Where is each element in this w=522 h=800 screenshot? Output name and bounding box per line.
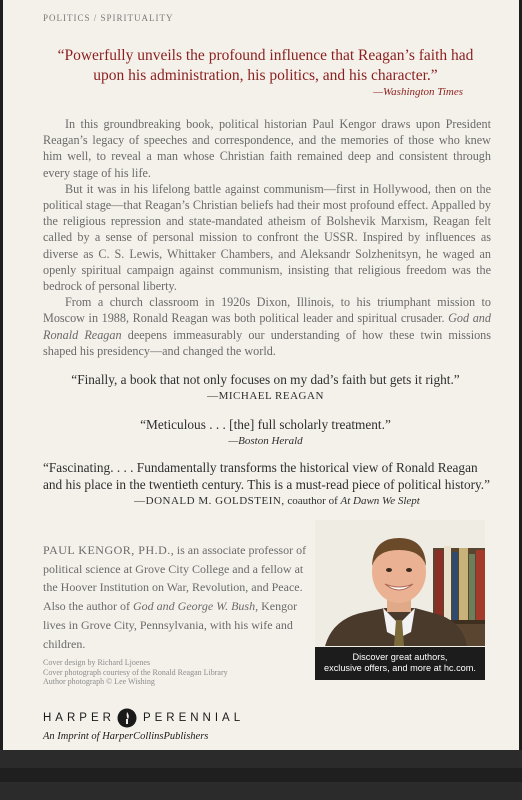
paragraph-3-start: From a church classroom in 1920s Dixon, Illinois, to his triumphant mission to Moscow in 1988, Ronald Reagan was both political leader and spiritual crusader. bbox=[43, 295, 491, 326]
blurb-attribution: —MICHAEL REAGAN bbox=[207, 390, 324, 402]
credits bbox=[43, 658, 283, 687]
blurb-attribution: —Boston Herald bbox=[228, 435, 303, 447]
blurb-attribution: —DONALD M. GOLDSTEIN, coauthor of At Dawn We Slept bbox=[134, 495, 420, 507]
blurb-text: “Fascinating. . . . Fundamentally transforms the historical view of Ronald Reagan and his place in the twentieth century. This is a must-read piece of political history.” bbox=[43, 460, 491, 492]
category-label: POLITICS / SPIRITUALITY bbox=[43, 13, 174, 23]
publisher-logo bbox=[43, 706, 244, 730]
blurb-boston-herald bbox=[43, 416, 488, 447]
other-book-title: God and George W. Bush bbox=[132, 599, 256, 614]
blurb-text: “Finally, a book that not only focuses on my dad’s faith but gets it right.” bbox=[71, 372, 460, 387]
blurb-text: “Meticulous . . . [the] full scholarly treatment.” bbox=[140, 417, 391, 432]
blurb-michael-reagan bbox=[43, 371, 488, 402]
description-paragraph-3 bbox=[43, 294, 491, 359]
author-bio: PAUL KENGOR, PH.D., is an associate professor of political science at Grove City College and a fellow at the Hoover Institution on War, Revolution, and Peace. Also the author of God and George W. Bush, Kengor lives in Grove City, Pennsylvania, with his wife and children. bbox=[43, 543, 307, 651]
bottom-edge bbox=[0, 750, 522, 800]
description-paragraph-2: But it was in his lifelong battle against communism—first in Hollywood, then on the political stage—that Reagan’s Christian beliefs had their most profound effect. Appalled by the religious repression and state-mandated atheism of Bolshevik Marxism, Reagan felt called by a sense of personal mission to confront the USSR. Inspired by influences as diverse as C. S. Lewis, Whittaker Chambers, and Aleksandr Solzhenitsyn, he waged an openly spiritual campaign against communism, insisting that religious freedom was the bedrock of personal liberty. bbox=[43, 181, 491, 294]
credit-cover-design: Cover design by Richard Ljoenes bbox=[43, 658, 151, 667]
credit-author-photo: Author photograph © Lee Wishing bbox=[43, 677, 155, 686]
main-quote-attribution: —Washington Times bbox=[373, 86, 463, 98]
author-photo bbox=[315, 520, 485, 646]
description-paragraph-1: In this groundbreaking book, political historian Paul Kengor draws upon President Reagan’s legacy of speeches and correspondence, and the memories of those who knew him well, to reveal a man whose Christian faith remained deep and consistent through every stage of his life. bbox=[43, 117, 491, 180]
promo-banner: Discover great authors, exclusive offers, and more at hc.com. bbox=[315, 647, 485, 680]
paragraph-3-end: deepens immeasurably our understanding of how these twin missions shaped his presidency—and changed the world. bbox=[43, 327, 492, 358]
blurb-donald-goldstein bbox=[43, 459, 491, 507]
author-name: PAUL KENGOR, PH.D. bbox=[43, 543, 171, 557]
publisher-name-right: PERENNIAL bbox=[142, 712, 245, 724]
credit-cover-photo: Cover photograph courtesy of the Ronald Reagan Library bbox=[43, 667, 228, 677]
main-quote: “Powerfully unveils the profound influence that Reagan’s faith had upon his administration, his politics, and his character.” bbox=[57, 47, 474, 84]
imprint-line: An Imprint of HarperCollinsPublishers bbox=[43, 731, 209, 742]
description bbox=[43, 108, 491, 359]
torch-logo-icon bbox=[117, 708, 137, 728]
book-title-inline: God and Ronald Reagan bbox=[43, 311, 491, 342]
publisher-name-left: HARPER bbox=[43, 712, 115, 724]
